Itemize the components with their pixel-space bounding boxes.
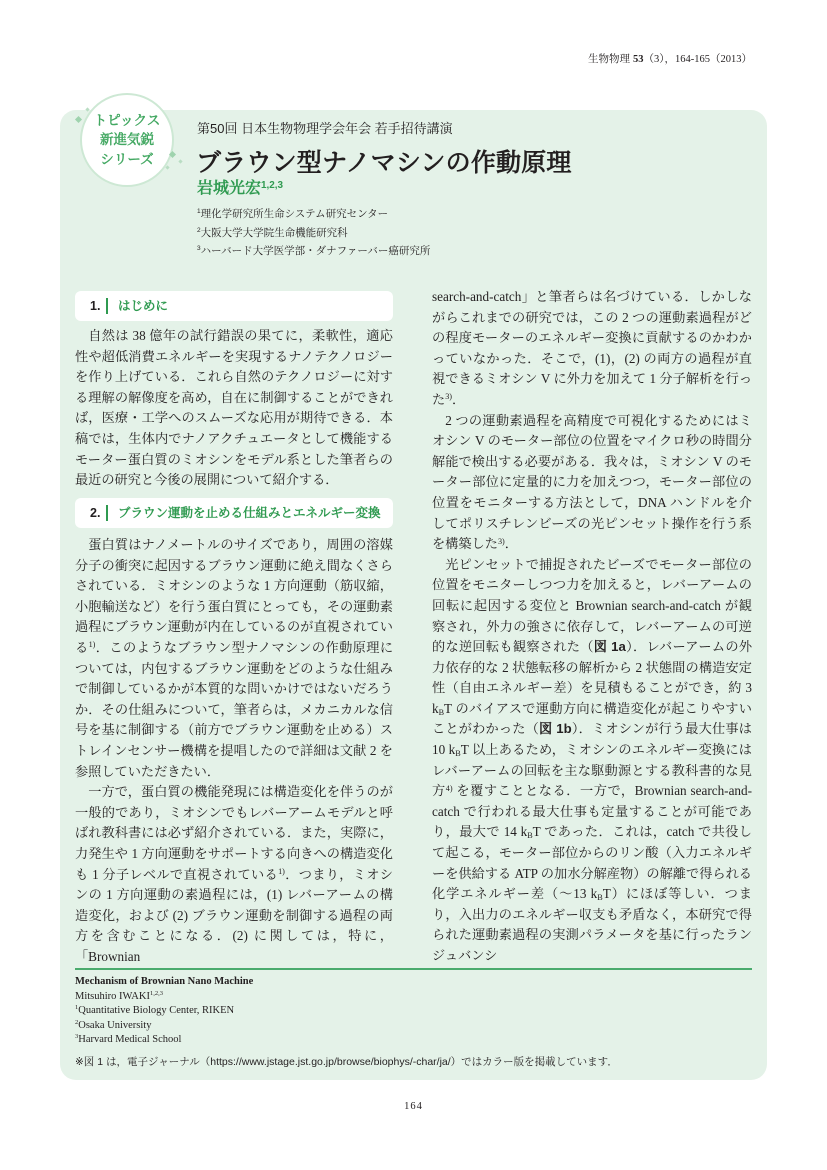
text-run: T）にほぼ等しい．つまり，入出力のエネルギー収支も矛盾なく，本研究で得られた運動素過程の実測パラメータを基に行ったランジュバンシ (432, 886, 752, 963)
english-title: Mechanism of Brownian Nano Machine (75, 976, 254, 987)
english-affiliation (75, 1019, 253, 1034)
heading-divider (106, 298, 108, 314)
affiliation-mark: 2 (197, 226, 201, 234)
citation-mark: 3) (445, 392, 452, 402)
affiliation-name: 理化学研究所生命システム研究センター (200, 208, 389, 220)
english-affiliation (75, 1004, 253, 1019)
heading-divider (106, 505, 108, 521)
subscript: B (527, 831, 533, 841)
affiliation-mark: 1 (197, 208, 201, 216)
event-line: 第50回 日本生物物理学会年会 若手招待講演 (197, 121, 453, 136)
text-run: ．このようなブラウン型ナノマシンの作動原理については，内包するブラウン運動をどのような仕組みで制御しているかが本質的な問いかけではないだろうか．その仕組みについて，筆者らは，メカニカルな信号を基に制御する（前方でブラウン運動を止める）ストレインセンサー機構を提唱したので詳細は文献 2 を参照していただきたい． (75, 639, 394, 779)
affiliation-mark: 1 (75, 1004, 79, 1012)
footer-rule (75, 968, 752, 970)
citation-mark: 1) (278, 867, 285, 876)
section-heading-1 (75, 291, 393, 321)
author-name: 岩城光宏 (197, 180, 262, 197)
affiliation-mark: 3 (197, 245, 201, 253)
affiliation-mark: 2 (75, 1018, 79, 1026)
series-badge (80, 93, 174, 187)
text-run: を覆すこととなる．一方で，Brownian search-and-catch で行われる最大仕事も定量することが可能であり，最大で 14 k (432, 783, 752, 840)
text-run: T 以上あるため，ミオシンのエネルギー変換にはレバーアームの回転を主な駆動源とする教科書的な見方 (432, 742, 752, 799)
text-run: 一方で，蛋白質の機能発現には構造変化を伴うのが一般的であり，ミオシンでもレバーアームモデルと呼ばれ教科書には必ず紹介されている．また，実際に，力発生や 1 方向運動をサポートする向きへの構造変化も 1 分子レベルで直視されている (75, 784, 393, 882)
citation-mark: 1) (88, 640, 96, 650)
page-number: 164 (404, 1101, 423, 1112)
section-heading-2 (75, 498, 393, 528)
subscript: B (438, 707, 445, 717)
badge-line: 新進気鋭 (100, 132, 154, 148)
english-title-block (75, 975, 253, 1048)
affiliation-name: ハーバード大学医学部・ダナファーバー癌研究所 (200, 245, 431, 257)
running-head (588, 53, 752, 67)
text-run: ．つまり，ミオシンの 1 方向運動の素過程には，(1) レバーアームの構造変化，および (2) ブラウン運動を制御する過程の両方を含むことになる．(2) に関しては，特に，「Brownian (75, 866, 393, 964)
text-run: 光ピンセットで捕捉されたビーズでモーター部位の位置をモニターしつつ力を加えると，レバーアームの回転に起因する変位と Brownian search-and-catch が観察され，外力の強さに依存して，レバーアームの可逆的な逆回転も観察された（ (432, 556, 752, 655)
affiliation-list (197, 205, 430, 261)
section-1-body (75, 326, 393, 491)
english-author-marks: 1,2,3 (149, 989, 163, 997)
section-title: はじめに (118, 299, 169, 313)
text-run: T のバイアスで運動方向に構造変化が起こりやすいことがわかった（ (432, 700, 752, 737)
paragraph-continued (432, 287, 752, 411)
affiliation-name: 大阪大学大学院生命機能研究科 (200, 226, 348, 239)
section-number: 2. (90, 506, 101, 520)
text-run: ． (504, 536, 518, 552)
author-affiliation-marks: 1,2,3 (261, 179, 284, 191)
english-author (75, 990, 253, 1005)
paragraph (75, 782, 393, 967)
section-2-body-left (75, 535, 393, 967)
english-author-name: Mitsuhiro IWAKI (75, 990, 150, 1002)
text-run: ）．ミオシンが行う最大仕事は 10 k (432, 721, 752, 758)
affiliation-mark: 3 (75, 1033, 79, 1041)
article-title: ブラウン型ナノマシンの作動原理 (196, 149, 572, 177)
paragraph (75, 535, 393, 782)
text-run: search-and-catch」と筆者らは名づけている．しかしながらこれまでの研究では，この 2 つの運動素過程がどの程度モーターのエネルギー変換に貢献するのかわかっていなかった．そこで，(1)，(2) の両方の過程が直視できるミオシン V に外力を加えて 1 分子解析を行った (432, 289, 752, 407)
subscript: B (597, 893, 603, 903)
text-run: 自然は 38 億年の試行錯誤の果てに，柔軟性，適応性や超低消費エネルギーを実現するナノテクノロジーを作り上げている．これら自然のテクノロジーに対する理解の解像度を高め，自在に制御することができれば，医療・工学へのスムーズな応用が期待できる．本稿では，生体内でナノアクチュエータとして機能するモーター蛋白質のミオシンをモデル系とした筆者らの最近の研究と今後の展開について紹介する． (75, 328, 393, 488)
paragraph (432, 555, 752, 967)
issue-pages-year: （3），164-165（2013） (643, 54, 752, 65)
text-run: T であった．これは，catch で共役して起こる，モーター部位からのリン酸（入力エネルギーを供給する ATP の加水分解産物）の解離で得られる化学エネルギー差（～13 k (432, 824, 752, 902)
author (197, 180, 283, 198)
paragraph (432, 411, 752, 555)
figure-reference: 図 1b (539, 721, 572, 737)
affiliation (197, 205, 430, 224)
badge-line: トピックス (93, 112, 161, 128)
figure-reference: 図 1a (593, 639, 626, 655)
affiliation-name: Quantitative Biology Center, RIKEN (78, 1005, 235, 1016)
affiliation (197, 242, 430, 261)
citation-mark: 3) (497, 536, 505, 546)
subscript: B (455, 749, 461, 759)
affiliation (197, 224, 430, 243)
volume-number: 53 (633, 54, 644, 65)
affiliation-name: Harvard Medical School (78, 1034, 182, 1045)
affiliation-name: Osaka University (78, 1019, 152, 1031)
text-run: 2 つの運動素過程を高精度で可視化するためにはミオシン V のモーター部位の位置をマイクロ秒の時間分解能で検出する必要がある．我々は，ミオシン V のモーター部位に定量的に力を加えつつ，モーター部位の位置をモニターする方法として，DNA ハンドルを介してポリスチレンビーズの光ピンセット操作を行う系を構築した (432, 412, 752, 552)
color-version-note: ※図 1 は，電子ジャーナル（https://www.jstage.jst.go.jp/browse/biophys/-char/ja/）ではカラー版を掲載しています． (75, 1056, 618, 1068)
section-number: 1. (90, 299, 101, 313)
paragraph (75, 326, 393, 491)
text-run: ）．レバーアームの外力依存的な 2 状態転移の解析から 2 状態間の構造安定性（自由エネルギー差）を見積もることができ，約 3 k (432, 639, 753, 716)
section-title: ブラウン運動を止める仕組みとエネルギー変換 (118, 506, 381, 520)
journal-name: 生物物理 (588, 54, 630, 65)
text-run: ． (452, 391, 466, 407)
english-affiliation (75, 1033, 253, 1048)
badge-line: シリーズ (100, 151, 154, 167)
right-column (432, 287, 752, 967)
text-run: 蛋白質はナノメートルのサイズであり，周囲の溶媒分子の衝突に起因するブラウン運動に絶え間なくさらされている．ミオシンのような 1 方向運動（筋収縮，小胞輸送など）を行う蛋白質にとっても，その運動素過程にブラウン運動が内在しているのが直視されている (75, 537, 393, 655)
citation-mark: 4) (445, 783, 453, 793)
